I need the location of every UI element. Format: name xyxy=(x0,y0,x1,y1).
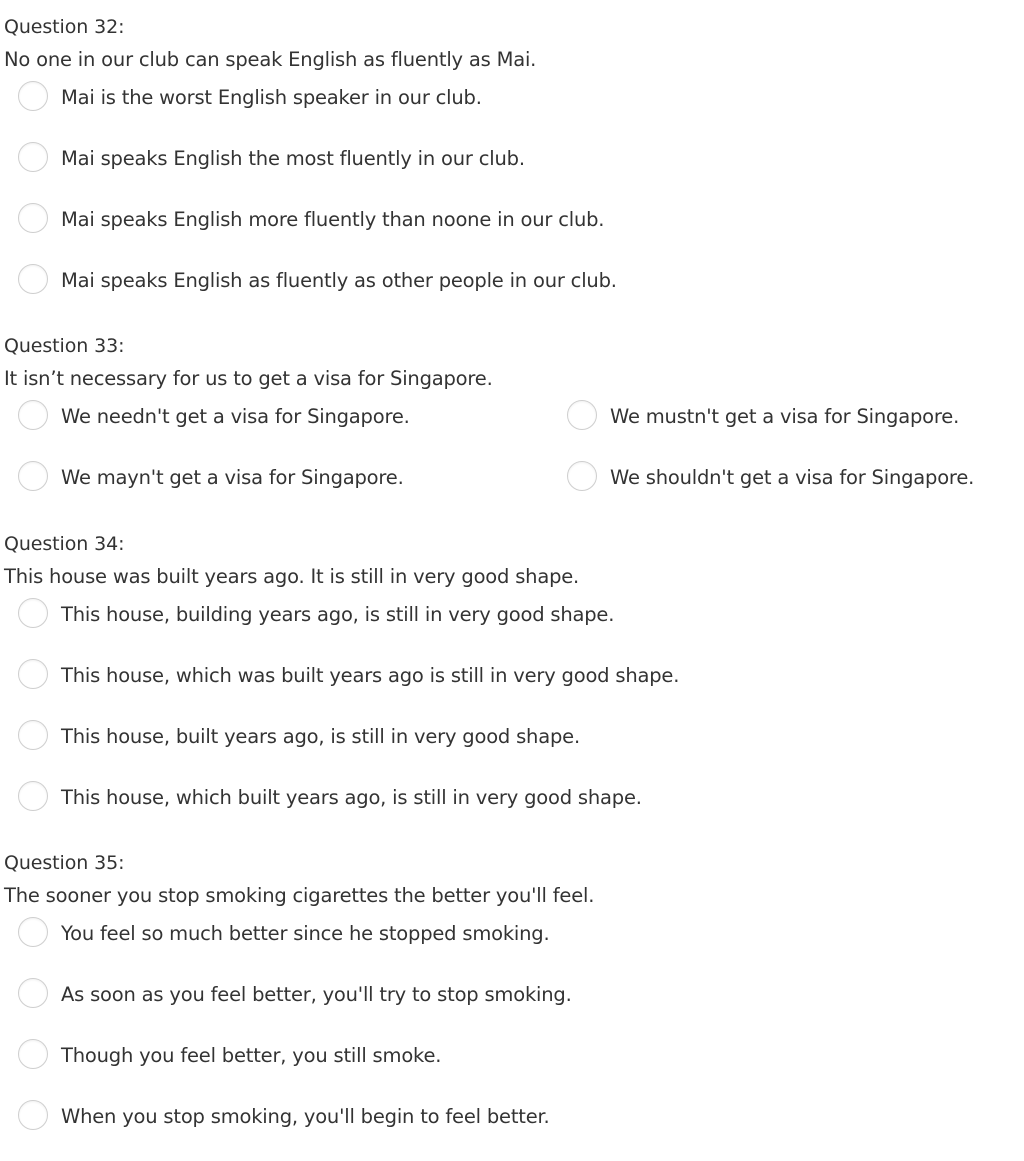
radio-button[interactable] xyxy=(18,461,48,491)
answer-option-a[interactable] xyxy=(0,598,1024,659)
answer-option-label[interactable]: Though you feel better, you still smoke. xyxy=(61,1044,442,1067)
radio-button[interactable] xyxy=(18,720,48,750)
answer-option-c[interactable] xyxy=(18,461,538,522)
question-label: Question 32: xyxy=(4,16,125,38)
radio-button[interactable] xyxy=(18,659,48,689)
radio-button[interactable] xyxy=(567,400,597,430)
answer-option-label[interactable]: We shouldn't get a visa for Singapore. xyxy=(610,466,975,489)
answer-option-label[interactable]: We needn't get a visa for Singapore. xyxy=(61,405,410,428)
question-stem: This house was built years ago. It is still in very good shape. xyxy=(4,565,580,588)
answer-option-b[interactable] xyxy=(0,659,1024,720)
answer-option-label[interactable]: We mayn't get a visa for Singapore. xyxy=(61,466,404,489)
question-label: Question 33: xyxy=(4,335,125,357)
answer-option-b[interactable] xyxy=(567,400,1024,461)
answer-option-d[interactable] xyxy=(567,461,1024,522)
answer-options xyxy=(0,598,1024,842)
radio-button[interactable] xyxy=(18,781,48,811)
answer-option-label[interactable]: Mai speaks English more fluently than noone in our club. xyxy=(61,208,605,231)
answer-options xyxy=(0,81,1024,325)
answer-option-c[interactable] xyxy=(0,203,1024,264)
answer-option-d[interactable] xyxy=(0,1100,1024,1161)
answer-options xyxy=(0,917,1024,1161)
radio-button[interactable] xyxy=(18,142,48,172)
question-stem: The sooner you stop smoking cigarettes the better you'll feel. xyxy=(4,884,595,907)
answer-option-label[interactable]: Mai speaks English as fluently as other people in our club. xyxy=(61,269,617,292)
question-label: Question 35: xyxy=(4,852,125,874)
question-34 xyxy=(0,532,1024,842)
answer-option-label[interactable]: We mustn't get a visa for Singapore. xyxy=(610,405,960,428)
answer-option-d[interactable] xyxy=(0,781,1024,842)
answer-option-label[interactable]: This house, built years ago, is still in very good shape. xyxy=(61,725,580,748)
answer-option-a[interactable] xyxy=(18,400,538,461)
radio-button[interactable] xyxy=(18,400,48,430)
radio-button[interactable] xyxy=(18,598,48,628)
question-label: Question 34: xyxy=(4,533,125,555)
answer-option-label[interactable]: This house, which was built years ago is still in very good shape. xyxy=(61,664,680,687)
radio-button[interactable] xyxy=(18,81,48,111)
question-32 xyxy=(0,15,1024,325)
radio-button[interactable] xyxy=(18,1100,48,1130)
answer-options xyxy=(0,400,1024,522)
answer-option-label[interactable]: This house, building years ago, is still in very good shape. xyxy=(61,603,615,626)
radio-button[interactable] xyxy=(18,917,48,947)
answer-option-label[interactable]: As soon as you feel better, you'll try to stop smoking. xyxy=(61,983,572,1006)
radio-button[interactable] xyxy=(18,978,48,1008)
question-stem: It isn’t necessary for us to get a visa for Singapore. xyxy=(4,367,493,390)
answer-option-label[interactable]: When you stop smoking, you'll begin to feel better. xyxy=(61,1105,550,1128)
answer-option-label[interactable]: Mai is the worst English speaker in our club. xyxy=(61,86,482,109)
radio-button[interactable] xyxy=(18,203,48,233)
question-33 xyxy=(0,334,1024,522)
radio-button[interactable] xyxy=(18,1039,48,1069)
answer-option-b[interactable] xyxy=(0,142,1024,203)
answer-option-label[interactable]: Mai speaks English the most fluently in our club. xyxy=(61,147,525,170)
answer-option-label[interactable]: You feel so much better since he stopped smoking. xyxy=(61,922,550,945)
radio-button[interactable] xyxy=(567,461,597,491)
question-stem: No one in our club can speak English as fluently as Mai. xyxy=(4,48,537,71)
answer-option-b[interactable] xyxy=(0,978,1024,1039)
answer-option-c[interactable] xyxy=(0,720,1024,781)
answer-option-a[interactable] xyxy=(0,917,1024,978)
radio-button[interactable] xyxy=(18,264,48,294)
question-35 xyxy=(0,851,1024,1161)
answer-option-label[interactable]: This house, which built years ago, is still in very good shape. xyxy=(61,786,642,809)
answer-option-d[interactable] xyxy=(0,264,1024,325)
answer-option-a[interactable] xyxy=(0,81,1024,142)
answer-option-c[interactable] xyxy=(0,1039,1024,1100)
